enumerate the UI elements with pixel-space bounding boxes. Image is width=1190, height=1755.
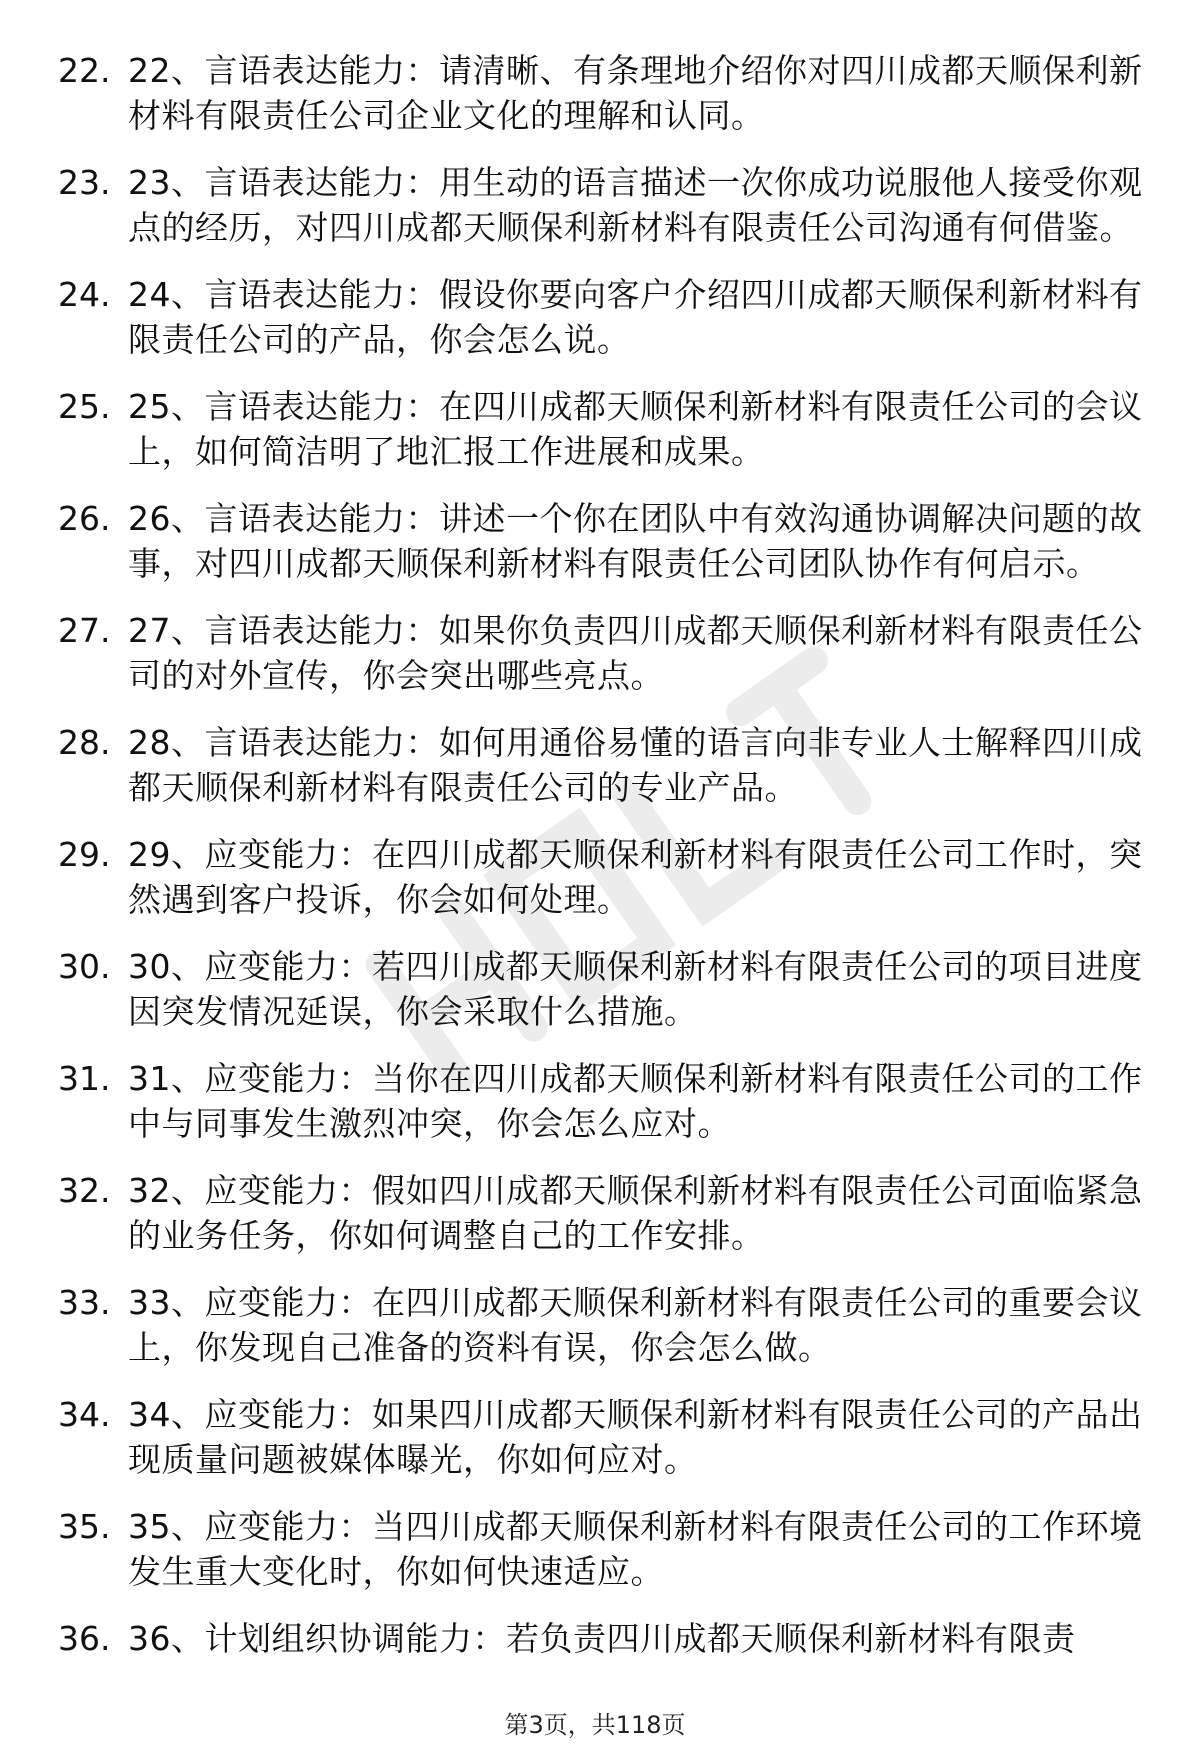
question-text: 29、应变能力：在四川成都天顺保利新材料有限责任公司工作时，突然遇到客户投诉，你会如何处理。: [128, 835, 1143, 919]
question-number: 27.: [58, 611, 111, 650]
question-number: 25.: [58, 387, 111, 426]
question-number: 22.: [58, 51, 111, 90]
question-number: 36.: [58, 1619, 111, 1658]
question-item: [58, 1280, 1158, 1370]
question-text: 31、应变能力：当你在四川成都天顺保利新材料有限责任公司的工作中与同事发生激烈冲突，你会怎么应对。: [128, 1059, 1143, 1143]
question-item: [58, 1392, 1158, 1482]
question-number: 32.: [58, 1171, 111, 1210]
question-number: 33.: [58, 1283, 111, 1322]
question-item: [58, 1168, 1158, 1258]
question-item: [58, 160, 1158, 250]
question-text: 33、应变能力：在四川成都天顺保利新材料有限责任公司的重要会议上，你发现自己准备的资料有误，你会怎么做。: [128, 1283, 1143, 1367]
page-footer: 第3页，共118页: [504, 1711, 686, 1739]
question-number: 35.: [58, 1507, 111, 1546]
question-item: [58, 944, 1158, 1034]
question-item: [58, 496, 1158, 586]
question-text: 24、言语表达能力：假设你要向客户介绍四川成都天顺保利新材料有限责任公司的产品，你会怎么说。: [128, 275, 1143, 359]
question-item: [58, 720, 1158, 810]
question-item: [58, 1056, 1158, 1146]
question-text: 26、言语表达能力：讲述一个你在团队中有效沟通协调解决问题的故事，对四川成都天顺保利新材料有限责任公司团队协作有何启示。: [128, 499, 1143, 583]
question-text: 32、应变能力：假如四川成都天顺保利新材料有限责任公司面临紧急的业务任务，你如何调整自己的工作安排。: [128, 1171, 1143, 1255]
question-number: 23.: [58, 163, 111, 202]
question-item: [58, 1504, 1158, 1594]
question-text: 28、言语表达能力：如何用通俗易懂的语言向非专业人士解释四川成都天顺保利新材料有限责任公司的专业产品。: [128, 723, 1143, 807]
question-text: 35、应变能力：当四川成都天顺保利新材料有限责任公司的工作环境发生重大变化时，你如何快速适应。: [128, 1507, 1143, 1591]
question-text: 27、言语表达能力：如果你负责四川成都天顺保利新材料有限责任公司的对外宣传，你会突出哪些亮点。: [128, 611, 1143, 695]
question-item: [58, 48, 1158, 138]
question-item: [58, 1616, 1158, 1661]
question-number: 34.: [58, 1395, 111, 1434]
question-text: 36、计划组织协调能力：若负责四川成都天顺保利新材料有限责: [128, 1619, 1076, 1658]
question-number: 28.: [58, 723, 111, 762]
question-number: 29.: [58, 835, 111, 874]
question-text: 25、言语表达能力：在四川成都天顺保利新材料有限责任公司的会议上，如何简洁明了地汇报工作进展和成果。: [128, 387, 1143, 471]
question-number: 24.: [58, 275, 111, 314]
question-list: [58, 48, 1158, 1683]
question-number: 26.: [58, 499, 111, 538]
question-item: [58, 608, 1158, 698]
question-item: [58, 832, 1158, 922]
question-item: [58, 272, 1158, 362]
question-text: 22、言语表达能力：请清晰、有条理地介绍你对四川成都天顺保利新材料有限责任公司企业文化的理解和认同。: [128, 51, 1143, 135]
question-text: 30、应变能力：若四川成都天顺保利新材料有限责任公司的项目进度因突发情况延误，你会采取什么措施。: [128, 947, 1143, 1031]
question-text: 23、言语表达能力：用生动的语言描述一次你成功说服他人接受你观点的经历，对四川成都天顺保利新材料有限责任公司沟通有何借鉴。: [128, 163, 1143, 247]
question-number: 31.: [58, 1059, 111, 1098]
question-item: [58, 384, 1158, 474]
question-text: 34、应变能力：如果四川成都天顺保利新材料有限责任公司的产品出现质量问题被媒体曝光，你如何应对。: [128, 1395, 1143, 1479]
question-number: 30.: [58, 947, 111, 986]
